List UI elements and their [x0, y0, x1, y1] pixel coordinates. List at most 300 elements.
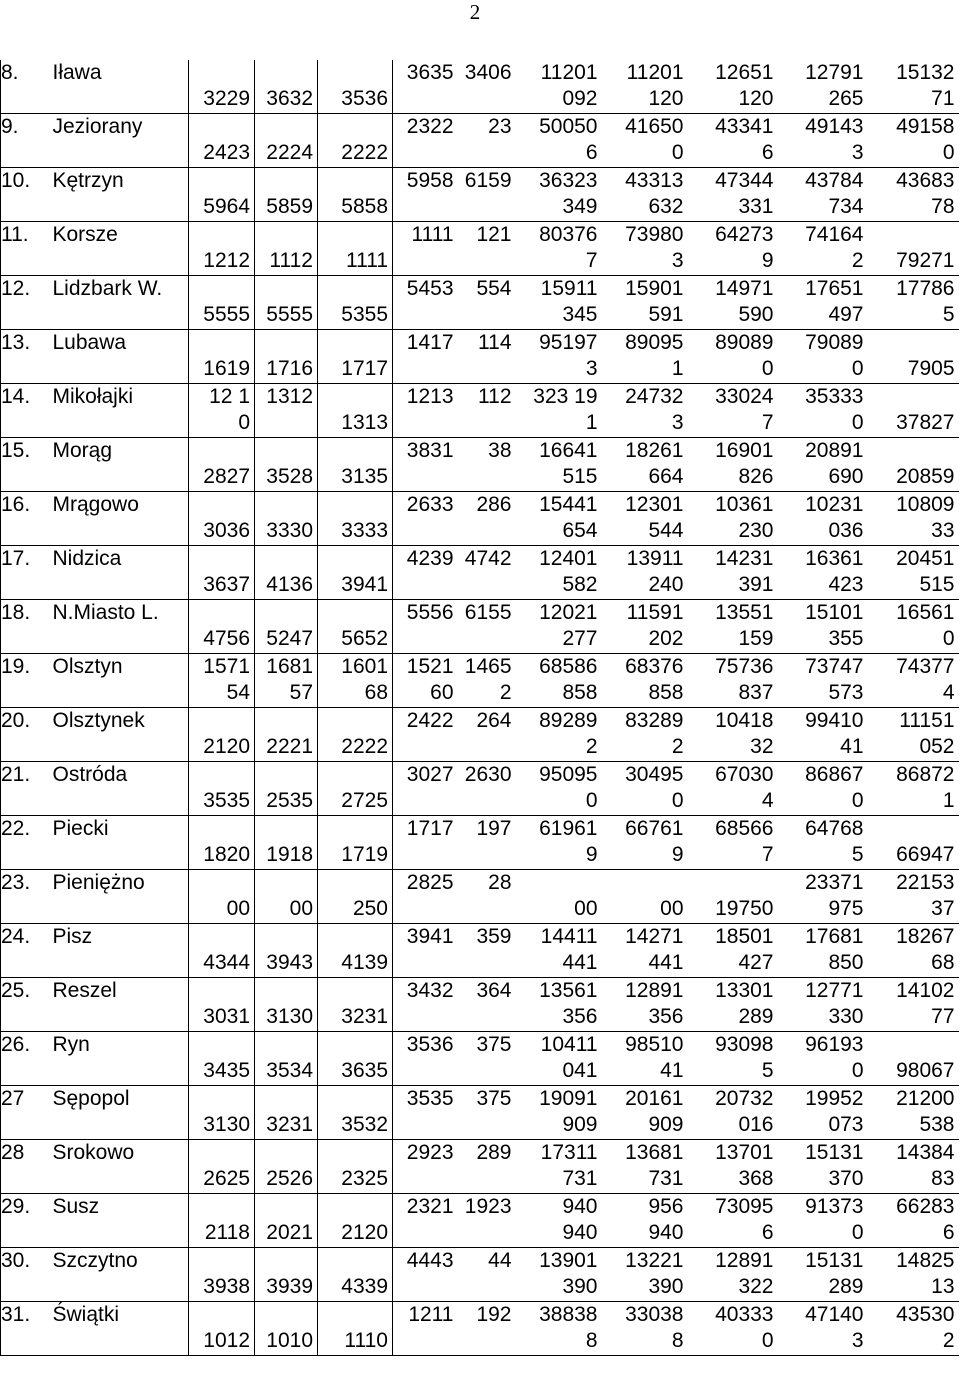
value-line-bottom: 3635 [341, 1059, 388, 1082]
value-line-bottom: 230 [738, 519, 774, 542]
value-cell [458, 492, 516, 546]
value-line-bottom [458, 410, 512, 436]
value-line-top: 74377 [896, 655, 955, 678]
value-cell [602, 762, 688, 816]
value-line-top [255, 1086, 313, 1112]
value-cell [393, 870, 458, 924]
value-cell [255, 924, 318, 978]
value-line-top [189, 762, 250, 788]
value-line-top: 12021 [539, 601, 598, 624]
row-number: 26. [1, 1032, 53, 1086]
value-line-top: 286 [476, 493, 512, 516]
value-cell [778, 492, 868, 546]
value-line-top: 80376 [539, 223, 598, 246]
value-cell [868, 816, 959, 870]
value-line-top: 10418 [715, 709, 774, 732]
row-number: 24. [1, 924, 53, 978]
value-line-top: 18261 [625, 439, 684, 462]
value-line-bottom: 515 [919, 573, 955, 596]
value-line-bottom [393, 248, 454, 274]
value-cell [778, 708, 868, 762]
value-line-bottom: 2021 [266, 1221, 313, 1244]
value-line-bottom [393, 518, 454, 544]
value-line-bottom: 322 [738, 1275, 774, 1298]
value-line-top: 3635 [406, 61, 454, 84]
municipality-name: Nidzica [53, 546, 189, 600]
value-line-bottom: 5858 [341, 195, 388, 218]
value-line-top: 13561 [539, 979, 598, 1002]
value-line-top: 13911 [626, 547, 684, 570]
value-cell [778, 60, 868, 114]
value-line-top [189, 1302, 250, 1328]
value-line-top [318, 924, 388, 950]
value-cell [393, 330, 458, 384]
value-cell [189, 330, 255, 384]
municipality-name: Srokowo [53, 1140, 189, 1194]
value-cell [318, 1140, 393, 1194]
value-cell [516, 168, 602, 222]
value-line-top [255, 222, 313, 248]
row-number: 17. [1, 546, 53, 600]
value-line-top [255, 1194, 313, 1220]
value-line-bottom: 3 [851, 1329, 864, 1352]
value-line-top [255, 870, 313, 896]
value-line-top [189, 276, 250, 302]
value-line-bottom: 1 [671, 357, 684, 380]
value-line-top: 16641 [539, 439, 598, 462]
value-cell [189, 708, 255, 762]
value-cell [688, 870, 778, 924]
value-line-bottom [458, 356, 512, 382]
value-cell [393, 546, 458, 600]
value-line-top: 98510 [625, 1033, 684, 1056]
value-line-bottom: 370 [828, 1167, 864, 1190]
value-line-top [255, 114, 313, 140]
value-line-bottom [393, 842, 454, 868]
value-line-top: 6155 [464, 601, 512, 624]
value-cell [318, 600, 393, 654]
value-line-bottom: 3938 [203, 1275, 250, 1298]
value-line-bottom: 6 [761, 141, 774, 164]
value-line-top: 23 [488, 115, 512, 138]
value-cell [458, 114, 516, 168]
value-line-bottom: 2 [585, 735, 598, 758]
value-line-bottom [458, 734, 512, 760]
value-line-bottom: 265 [828, 87, 864, 110]
value-cell [318, 114, 393, 168]
value-line-top [189, 330, 250, 356]
value-line-bottom: 240 [648, 573, 684, 596]
value-line-top: 264 [476, 709, 512, 732]
value-cell [602, 438, 688, 492]
value-cell [189, 438, 255, 492]
row-number: 9. [1, 114, 53, 168]
table-row [1, 1194, 959, 1248]
value-line-top [189, 60, 250, 86]
value-line-top [189, 222, 250, 248]
value-line-top: 74164 [805, 223, 864, 246]
value-cell [458, 1248, 516, 1302]
value-cell [778, 762, 868, 816]
value-cell [458, 924, 516, 978]
row-number: 19. [1, 654, 53, 708]
value-line-top: 554 [476, 277, 512, 300]
value-line-bottom: 37 [931, 897, 955, 920]
value-cell [189, 168, 255, 222]
value-line-bottom: 37827 [896, 411, 955, 434]
municipality-name: Ryn [53, 1032, 189, 1086]
value-line-top [868, 330, 955, 356]
value-line-top: 121 [476, 223, 512, 246]
value-line-bottom: 6 [942, 1221, 955, 1244]
value-line-bottom: 3130 [203, 1113, 250, 1136]
value-cell [516, 978, 602, 1032]
value-line-bottom: 71 [931, 87, 955, 110]
value-line-top: 3536 [406, 1033, 454, 1056]
value-cell [255, 330, 318, 384]
value-line-bottom: 1719 [341, 843, 388, 866]
value-line-top: 33024 [715, 385, 774, 408]
value-line-top: 12301 [625, 493, 684, 516]
value-line-top [318, 222, 388, 248]
value-cell [393, 438, 458, 492]
value-line-top: 86872 [896, 763, 955, 786]
value-cell [255, 114, 318, 168]
row-number: 22. [1, 816, 53, 870]
table-row [1, 762, 959, 816]
value-line-bottom [393, 788, 454, 814]
value-line-top: 66761 [625, 817, 684, 840]
value-line-bottom: 289 [828, 1275, 864, 1298]
value-cell [688, 1194, 778, 1248]
value-cell [778, 654, 868, 708]
value-line-top: 89095 [625, 331, 684, 354]
value-line-top [318, 1194, 388, 1220]
value-cell [778, 168, 868, 222]
value-line-top: 17651 [805, 277, 864, 300]
value-line-top: 11151 [899, 709, 955, 732]
value-line-bottom: 1716 [266, 357, 313, 380]
value-cell [688, 816, 778, 870]
value-cell [778, 978, 868, 1032]
value-line-top: 73095 [715, 1195, 774, 1218]
value-line-bottom: 13 [931, 1275, 955, 1298]
value-line-bottom: 356 [562, 1005, 598, 1028]
value-line-top: 79089 [805, 331, 864, 354]
value-line-top: 12891 [625, 979, 684, 1002]
value-line-top: 16901 [715, 439, 774, 462]
value-line-top: 61961 [539, 817, 598, 840]
value-line-top: 47344 [715, 169, 774, 192]
value-cell [318, 168, 393, 222]
value-cell [393, 762, 458, 816]
value-line-top: 14411 [540, 925, 598, 948]
municipality-name: Ostróda [53, 762, 189, 816]
value-cell [189, 1032, 255, 1086]
value-line-top: 375 [476, 1033, 512, 1056]
value-cell [516, 1140, 602, 1194]
value-line-bottom: 0 [851, 1059, 864, 1082]
value-cell [602, 1086, 688, 1140]
value-line-bottom: 3135 [341, 465, 388, 488]
value-line-top: 112 [478, 385, 512, 408]
value-line-bottom: 00 [574, 897, 598, 920]
municipality-name: Lubawa [53, 330, 189, 384]
value-cell [458, 870, 516, 924]
value-line-top [318, 870, 388, 896]
value-cell [516, 1248, 602, 1302]
value-cell [318, 708, 393, 762]
value-cell [516, 492, 602, 546]
value-line-top [255, 168, 313, 194]
value-line-top [255, 1140, 313, 1166]
value-cell [255, 978, 318, 1032]
value-line-bottom: 120 [648, 87, 684, 110]
value-cell [255, 600, 318, 654]
value-line-bottom [458, 194, 512, 220]
value-cell [602, 978, 688, 1032]
value-line-bottom: 3333 [341, 519, 388, 542]
value-cell [602, 546, 688, 600]
value-cell [393, 1248, 458, 1302]
value-line-top [602, 870, 684, 896]
value-cell [778, 924, 868, 978]
value-line-bottom: 19750 [715, 897, 774, 920]
value-line-top: 16361 [805, 547, 864, 570]
table-row [1, 1086, 959, 1140]
value-line-top: 12771 [805, 979, 864, 1002]
value-cell [318, 924, 393, 978]
value-line-top: 2825 [406, 871, 454, 894]
value-line-bottom [458, 464, 512, 490]
value-line-bottom: 7 [585, 249, 598, 272]
municipality-name: Pieniężno [53, 870, 189, 924]
value-line-bottom: 355 [828, 627, 864, 650]
value-line-top: 24732 [625, 385, 684, 408]
value-line-top: 2923 [406, 1141, 454, 1164]
value-cell [602, 222, 688, 276]
value-line-bottom: 3939 [266, 1275, 313, 1298]
value-cell [458, 168, 516, 222]
value-line-top [255, 546, 313, 572]
value-line-bottom: 5355 [341, 303, 388, 326]
table-row [1, 1032, 959, 1086]
row-number: 10. [1, 168, 53, 222]
value-line-top: 12651 [715, 61, 774, 84]
value-cell [458, 600, 516, 654]
value-line-bottom: 0 [942, 141, 955, 164]
value-line-bottom: 78 [931, 195, 955, 218]
value-line-bottom: 2222 [341, 735, 388, 758]
value-line-top: 3432 [406, 979, 454, 1002]
value-line-bottom [458, 572, 512, 598]
municipality-name: Piecki [53, 816, 189, 870]
value-line-top: 375 [476, 1087, 512, 1110]
value-line-bottom: 77 [931, 1005, 955, 1028]
value-cell [688, 384, 778, 438]
value-line-top [318, 1032, 388, 1058]
row-number: 16. [1, 492, 53, 546]
value-cell [255, 1086, 318, 1140]
value-line-bottom: 0 [851, 1221, 864, 1244]
value-line-bottom: 3036 [203, 519, 250, 542]
value-line-top: 28 [488, 871, 512, 894]
value-line-bottom: 391 [738, 573, 774, 596]
value-cell [458, 708, 516, 762]
value-line-bottom: 3 [585, 357, 598, 380]
value-line-bottom: 289 [738, 1005, 774, 1028]
value-cell [393, 978, 458, 1032]
value-cell [458, 1086, 516, 1140]
value-line-bottom: 3435 [203, 1059, 250, 1082]
value-line-top: 3027 [406, 763, 454, 786]
value-cell [393, 1032, 458, 1086]
value-cell [602, 600, 688, 654]
value-cell [393, 384, 458, 438]
value-line-top: 20451 [896, 547, 955, 570]
table-row [1, 60, 959, 114]
value-line-top: 3406 [464, 61, 512, 84]
value-line-top: 38838 [539, 1303, 598, 1326]
value-line-top [318, 1140, 388, 1166]
value-line-bottom: 632 [648, 195, 684, 218]
value-line-bottom: 2423 [203, 141, 250, 164]
value-line-bottom: 9 [671, 843, 684, 866]
value-line-bottom: 2526 [266, 1167, 313, 1190]
value-line-top: 20732 [715, 1087, 774, 1110]
value-line-bottom: 2 [851, 249, 864, 272]
value-line-bottom: 582 [562, 573, 598, 596]
value-line-top [189, 492, 250, 518]
value-line-top [255, 492, 313, 518]
page-number: 2 [469, 0, 481, 24]
value-line-bottom: 349 [562, 195, 598, 218]
value-line-top: 10231 [805, 493, 864, 516]
value-line-bottom: 036 [828, 519, 864, 542]
value-line-top [318, 1248, 388, 1274]
value-cell [458, 276, 516, 330]
value-line-bottom: 202 [648, 627, 684, 650]
value-line-top: 3831 [406, 439, 454, 462]
value-line-top: 1571 [203, 655, 250, 678]
row-number: 8. [1, 60, 53, 114]
value-line-bottom [393, 410, 454, 436]
value-line-top: 1417 [406, 331, 454, 354]
value-line-bottom: 2222 [341, 141, 388, 164]
value-line-top: 67030 [715, 763, 774, 786]
value-line-top: 14231 [715, 547, 774, 570]
value-line-bottom: 1619 [203, 357, 250, 380]
value-line-bottom: 41 [840, 735, 864, 758]
value-line-top [189, 816, 250, 842]
value-line-bottom: 858 [648, 681, 684, 704]
value-line-bottom: 2221 [266, 735, 313, 758]
value-cell [318, 330, 393, 384]
value-line-top: 30495 [625, 763, 684, 786]
value-line-top [318, 708, 388, 734]
value-line-top [318, 762, 388, 788]
value-line-bottom: 4136 [266, 573, 313, 596]
value-line-top: 192 [476, 1303, 512, 1326]
value-line-bottom [393, 1328, 454, 1354]
value-cell [602, 330, 688, 384]
value-cell [778, 816, 868, 870]
value-cell [255, 168, 318, 222]
value-cell [868, 114, 959, 168]
value-line-top: 13901 [539, 1249, 598, 1272]
value-line-bottom: 5555 [266, 303, 313, 326]
value-line-top: 3941 [406, 925, 454, 948]
value-line-bottom: 79271 [896, 249, 955, 272]
value-cell [189, 870, 255, 924]
value-line-top: 3535 [406, 1087, 454, 1110]
value-line-bottom: 6 [761, 1221, 774, 1244]
value-line-top [255, 1032, 313, 1058]
value-cell [393, 276, 458, 330]
value-line-bottom [393, 356, 454, 382]
value-cell [189, 816, 255, 870]
value-line-top: 197 [476, 817, 512, 840]
value-line-bottom: 3229 [203, 87, 250, 110]
value-cell [602, 1302, 688, 1356]
value-line-top: 1211 [408, 1303, 454, 1326]
value-cell [393, 114, 458, 168]
value-cell [602, 114, 688, 168]
value-line-top: 1681 [266, 655, 313, 678]
value-cell [688, 438, 778, 492]
value-cell [688, 1086, 778, 1140]
value-cell [393, 1086, 458, 1140]
value-cell [255, 1248, 318, 1302]
value-line-bottom: 2725 [341, 789, 388, 812]
value-line-top: 64273 [715, 223, 774, 246]
value-line-bottom: 3 [671, 411, 684, 434]
value-line-top [255, 1248, 313, 1274]
value-line-bottom: 427 [738, 951, 774, 974]
value-cell [778, 1086, 868, 1140]
value-line-top: 11201 [626, 61, 684, 84]
value-line-bottom: 9 [761, 249, 774, 272]
value-line-bottom: 356 [648, 1005, 684, 1028]
value-line-top: 1923 [464, 1195, 512, 1218]
municipality-name: Olsztyn [53, 654, 189, 708]
row-number: 12. [1, 276, 53, 330]
value-line-top [318, 816, 388, 842]
value-line-top [255, 924, 313, 950]
value-line-top: 17681 [805, 925, 864, 948]
municipality-name: Sępopol [53, 1086, 189, 1140]
value-cell [688, 492, 778, 546]
table-row [1, 870, 959, 924]
value-line-bottom: 3637 [203, 573, 250, 596]
value-line-bottom: 731 [562, 1167, 598, 1190]
value-line-top: 6159 [464, 169, 512, 192]
value-line-top: 289 [476, 1141, 512, 1164]
value-cell [393, 1302, 458, 1356]
value-line-bottom [393, 1004, 454, 1030]
value-line-top: 19952 [805, 1087, 864, 1110]
value-line-bottom: 8 [671, 1329, 684, 1352]
value-cell [778, 600, 868, 654]
value-line-top: 43683 [896, 169, 955, 192]
value-line-bottom: 3528 [266, 465, 313, 488]
value-line-bottom [458, 896, 512, 922]
value-cell [688, 114, 778, 168]
value-cell [778, 1140, 868, 1194]
value-line-top: 12 1 [209, 385, 250, 408]
value-line-bottom: 3941 [341, 573, 388, 596]
value-line-bottom [393, 950, 454, 976]
